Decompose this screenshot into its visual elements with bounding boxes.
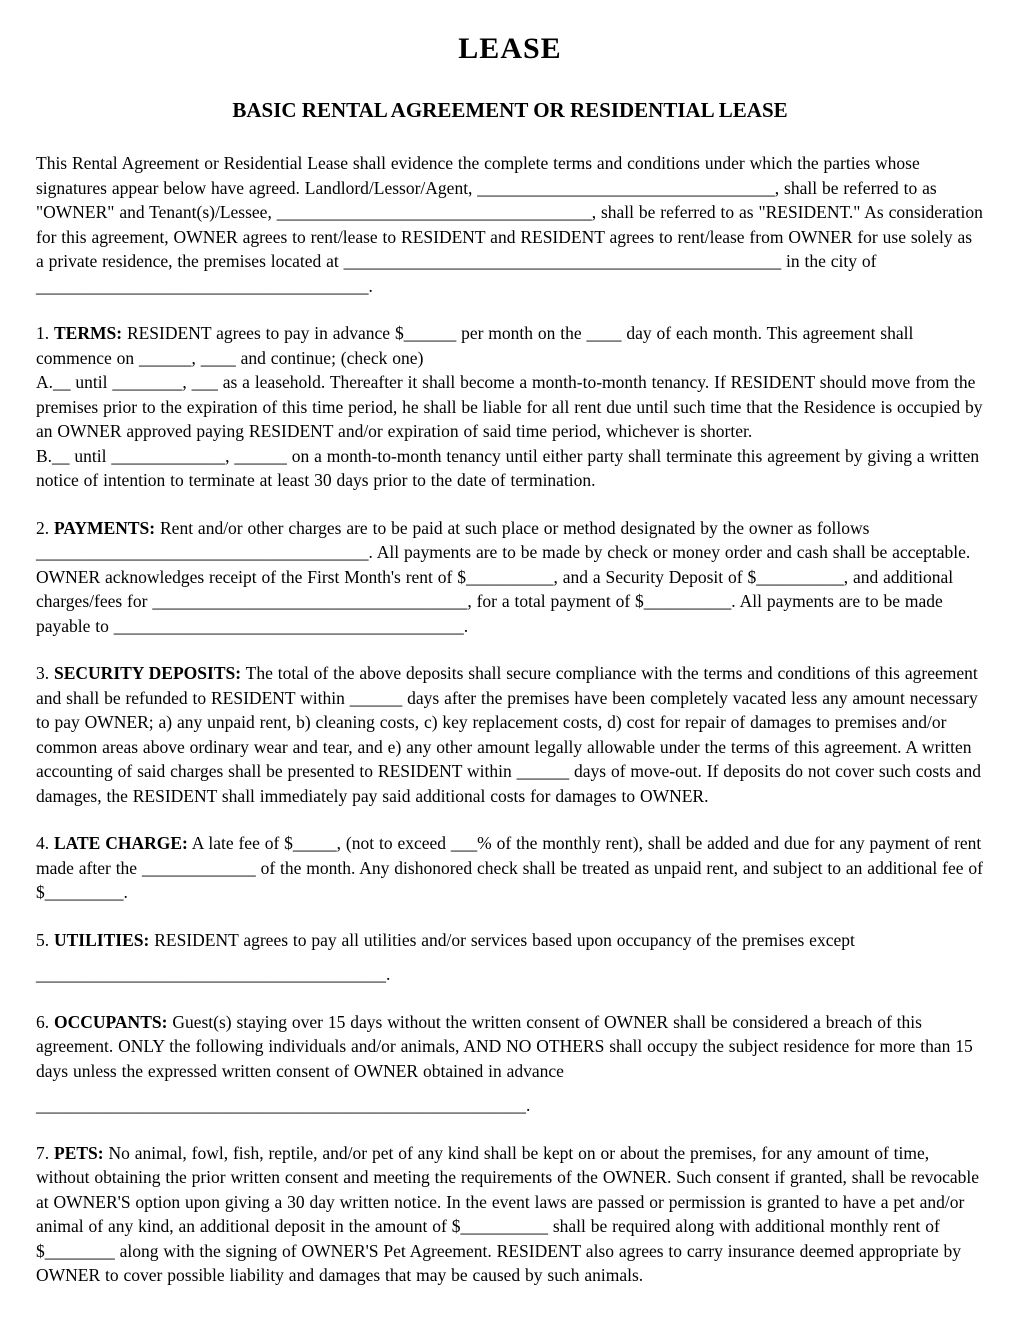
section-occupants-paragraph <box>36 1010 984 1084</box>
section-occupants <box>36 1010 984 1118</box>
section-late-charge-body: A late fee of $_____, (not to exceed ___% of the monthly rent), shall be added and due for any payment of rent made after the _____________ of the month. Any dishonored check shall be treated as unpaid rent, and subject to an additional fee of $_________. <box>36 833 983 903</box>
section-occupants-number: 6. <box>36 1011 50 1032</box>
section-terms-paragraph <box>36 321 984 370</box>
section-pets-body: No animal, fowl, fish, reptile, and/or pet of any kind shall be kept on or about the premises, for any amount of time, without obtaining the prior written consent and meeting the requirements of the OWNER. Such consent if granted, shall be revocable at OWNER'S option upon giving a 30 day written notice. In the event laws are passed or permission is granted to have a pet and/or animal of any kind, an additional deposit in the amount of $__________ shall be required along with additional monthly rent of $________ along with the signing of OWNER'S Pet Agreement. RESIDENT also agrees to carry insurance deemed appropriate by OWNER to cover possible liability and damages that may be caused by such animals. <box>36 1142 980 1286</box>
section-payments-body: Rent and/or other charges are to be paid at such place or method designated by the owner as follows ______________________________________. All payments are to be made by check or money order and cash shall be acceptable. OWNER acknowledges receipt of the First Month's rent of $__________, and a Security Deposit of $__________, and additional charges/fees for ____________________________________, for a total payment of $__________. All payments are to be made payable to ________________________________________. <box>36 517 971 636</box>
section-pets-label: PETS: <box>54 1142 104 1163</box>
section-utilities <box>36 928 984 987</box>
section-security-deposits <box>36 661 984 808</box>
section-security-deposits-label: SECURITY DEPOSITS: <box>54 663 242 684</box>
section-late-charge-paragraph <box>36 831 984 905</box>
intro-paragraph: This Rental Agreement or Residential Lease shall evidence the complete terms and conditions under which the parties whose signatures appear below have agreed. Landlord/Lessor/Agent, __________________________________, shall be referred to as "OWNER" and Tenant(s)/Lessee, ____________________________________, shall be referred to as "RESIDENT." As consideration for this agreement, OWNER agrees to rent/lease to RESIDENT and RESIDENT agrees to rent/lease from OWNER for use solely as a private residence, the premises located at __________________________________________________ in the city of ______________________________________. <box>36 153 983 296</box>
section-payments <box>36 516 984 639</box>
section-payments-number: 2. <box>36 517 50 538</box>
section-utilities-body: RESIDENT agrees to pay all utilities and/or services based upon occupancy of the premises except <box>154 929 855 950</box>
section-payments-label: PAYMENTS: <box>54 517 156 538</box>
document-subtitle: BASIC RENTAL AGREEMENT OR RESIDENTIAL LEASE <box>232 98 788 122</box>
section-pets-paragraph <box>36 1141 984 1288</box>
section-utilities-paragraph <box>36 928 984 953</box>
section-terms <box>36 321 984 493</box>
section-utilities-number: 5. <box>36 929 50 950</box>
section-pets <box>36 1141 984 1288</box>
section-pets-number: 7. <box>36 1142 50 1163</box>
section-terms-label: TERMS: <box>54 323 123 344</box>
section-payments-paragraph <box>36 516 984 639</box>
occupants-blank-line: ________________________________________________________. <box>36 1095 531 1116</box>
terms-option-a: A.__ until ________, ___ as a leasehold. Thereafter it shall become a month-to-month tenancy. If RESIDENT should move from the premises prior to the expiration of this time period, he shall be liable for all rent due until such time that the Residence is occupied by an OWNER approved paying RESIDENT and/or expiration of said time period, whichever is shorter. <box>36 372 983 442</box>
terms-option-b: B.__ until _____________, ______ on a month-to-month tenancy until either party shall terminate this agreement by giving a written notice of intention to terminate at least 30 days prior to the date of termination. <box>36 445 980 491</box>
section-utilities-label: UTILITIES: <box>54 929 150 950</box>
section-late-charge-label: LATE CHARGE: <box>54 833 188 854</box>
section-late-charge <box>36 831 984 905</box>
section-security-deposits-body: The total of the above deposits shall secure compliance with the terms and conditions of this agreement and shall be refunded to RESIDENT within ______ days after the premises have been completely vacated less any amount necessary to pay OWNER; a) any unpaid rent, b) cleaning costs, c) key replacement costs, d) cost for repair of damages to premises and/or common areas above ordinary wear and tear, and e) any other amount legally allowable under the terms of this agreement. A written accounting of said charges shall be presented to RESIDENT within ______ days of move-out. If deposits do not cover such costs and damages, the RESIDENT shall immediately pay said additional costs for damages to OWNER. <box>36 663 981 806</box>
utilities-blank-line: ________________________________________. <box>36 964 391 985</box>
section-terms-body: RESIDENT agrees to pay in advance $______ per month on the ____ day of each month. This agreement shall commence on ______, ____ and continue; (check one) <box>36 323 914 368</box>
section-security-deposits-paragraph <box>36 661 984 808</box>
document-title: LEASE <box>458 32 562 65</box>
section-terms-number: 1. <box>36 323 50 344</box>
section-occupants-body: Guest(s) staying over 15 days without the written consent of OWNER shall be considered a breach of this agreement. ONLY the following individuals and/or animals, AND NO OTHERS shall occupy the subject residence for more than 15 days unless the expressed written consent of OWNER obtained in advance <box>36 1011 973 1081</box>
section-security-deposits-number: 3. <box>36 663 50 684</box>
section-occupants-label: OCCUPANTS: <box>54 1011 168 1032</box>
section-late-charge-number: 4. <box>36 833 50 854</box>
